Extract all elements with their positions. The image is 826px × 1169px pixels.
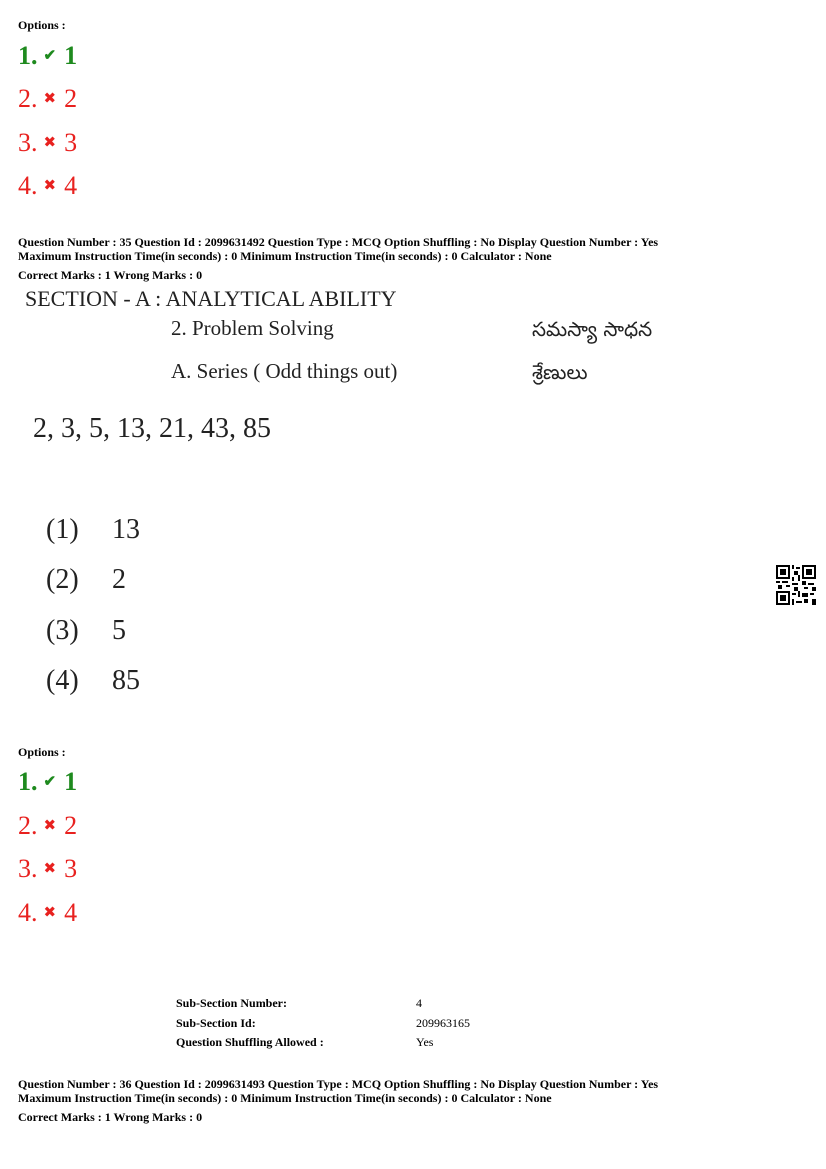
option-value: 4 — [64, 171, 78, 200]
question-marks: Correct Marks : 1 Wrong Marks : 0 — [18, 1110, 203, 1124]
question-meta-line-1: Question Number : 36 Question Id : 2099631493 Question Type : MCQ Option Shuffling : No Display Question Number : Yes — [18, 1077, 659, 1091]
option-value: 1 — [64, 41, 78, 70]
question-shuffling-value: Yes — [416, 1035, 434, 1049]
subsection-number-label: Sub-Section Number: — [176, 996, 288, 1010]
question-marks: Correct Marks : 1 Wrong Marks : 0 — [18, 268, 203, 282]
choice-4 — [46, 665, 140, 697]
choice-value: 85 — [112, 665, 140, 696]
option-value: 3 — [64, 854, 78, 883]
option-2 — [18, 811, 77, 843]
subsection-id-value: 209963165 — [416, 1016, 470, 1030]
question-meta-line-2: Maximum Instruction Time(in seconds) : 0 Minimum Instruction Time(in seconds) : 0 Calculator : None — [18, 249, 552, 263]
cross-icon: ✖ — [43, 905, 57, 922]
cross-icon: ✖ — [43, 178, 57, 195]
cross-icon: ✖ — [43, 135, 57, 152]
option-number: 3. — [18, 128, 38, 157]
option-4 — [18, 171, 77, 203]
options-label: Options : — [18, 745, 66, 759]
choice-value: 13 — [112, 514, 140, 545]
option-number: 4. — [18, 171, 38, 200]
option-2 — [18, 84, 77, 116]
option-value: 1 — [64, 767, 78, 796]
cross-icon: ✖ — [43, 818, 57, 835]
check-icon: ✔ — [43, 774, 57, 791]
subsection-number-value: 4 — [416, 996, 422, 1010]
choice-number: (4) — [46, 665, 79, 696]
option-number: 1. — [18, 41, 38, 70]
choice-number: (1) — [46, 514, 79, 545]
options-label: Options : — [18, 18, 66, 32]
option-number: 2. — [18, 811, 38, 840]
check-icon: ✔ — [43, 48, 57, 65]
option-1 — [18, 41, 77, 73]
option-1 — [18, 767, 77, 799]
choice-value: 5 — [112, 615, 126, 646]
question-shuffling-row — [176, 1035, 324, 1050]
choice-value: 2 — [112, 564, 126, 595]
number-series: 2, 3, 5, 13, 21, 43, 85 — [33, 413, 271, 444]
option-value: 4 — [64, 898, 78, 927]
topic-title-telugu: సమస్యా సాధన — [532, 317, 653, 341]
option-number: 1. — [18, 767, 38, 796]
subsection-id-label: Sub-Section Id: — [176, 1016, 256, 1030]
cross-icon: ✖ — [43, 861, 57, 878]
option-4 — [18, 898, 77, 930]
choice-3 — [46, 615, 126, 647]
subsection-id-row — [176, 1016, 256, 1031]
option-value: 2 — [64, 84, 78, 113]
topic-title: 2. Problem Solving — [171, 316, 334, 340]
cross-icon: ✖ — [43, 91, 57, 108]
subtopic-title-telugu: శ్రేణులు — [532, 360, 588, 384]
question-meta-line-2: Maximum Instruction Time(in seconds) : 0 Minimum Instruction Time(in seconds) : 0 Calculator : None — [18, 1091, 552, 1105]
choice-2 — [46, 564, 126, 596]
option-3 — [18, 854, 77, 886]
section-title: SECTION - A : ANALYTICAL ABILITY — [25, 286, 397, 311]
option-number: 3. — [18, 854, 38, 883]
option-number: 2. — [18, 84, 38, 113]
question-shuffling-label: Question Shuffling Allowed : — [176, 1035, 324, 1049]
option-number: 4. — [18, 898, 38, 927]
qr-code-icon — [776, 565, 816, 610]
question-meta-line-1: Question Number : 35 Question Id : 2099631492 Question Type : MCQ Option Shuffling : No Display Question Number : Yes — [18, 235, 659, 249]
option-value: 3 — [64, 128, 78, 157]
option-3 — [18, 128, 77, 160]
subtopic-title: A. Series ( Odd things out) — [171, 359, 398, 383]
choice-1 — [46, 514, 140, 546]
option-value: 2 — [64, 811, 78, 840]
choice-number: (3) — [46, 615, 79, 646]
subsection-number-row — [176, 996, 287, 1011]
choice-number: (2) — [46, 564, 79, 595]
